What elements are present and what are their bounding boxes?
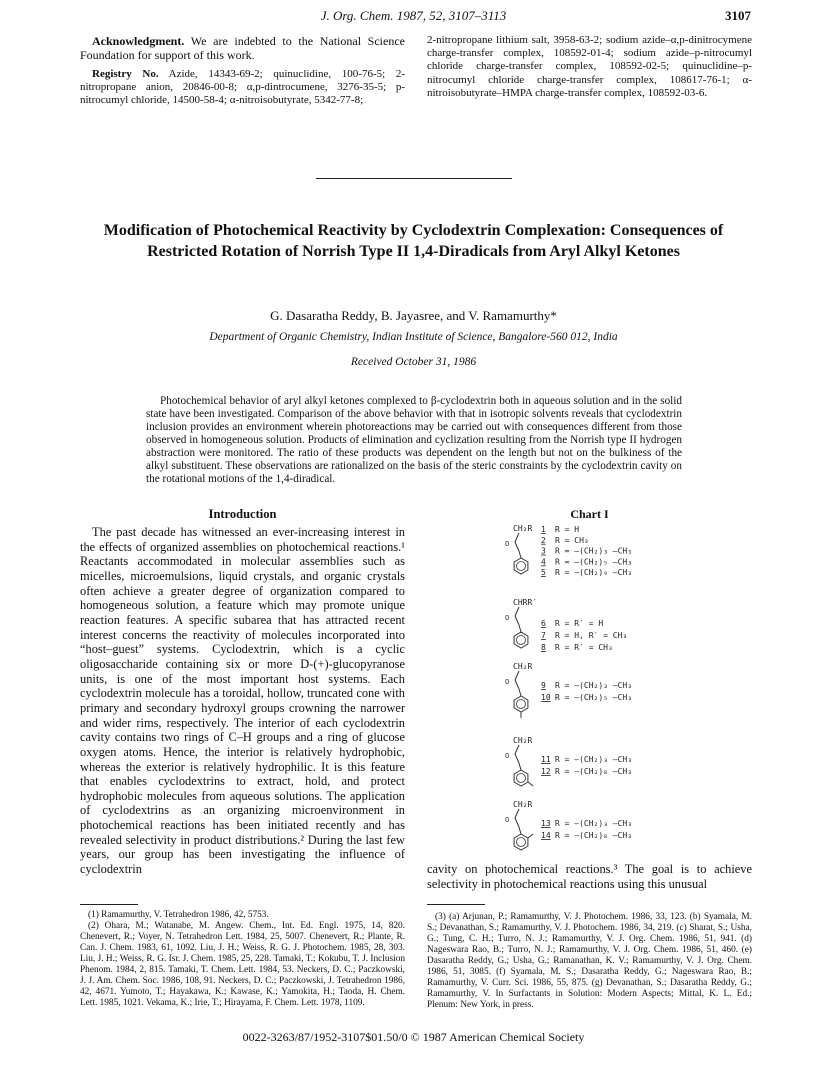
carbonyl-bond (515, 542, 519, 551)
registry-numbers-continued: 2-nitropropane lithium salt, 3958-63-2; sodium azide–α,p-dinitrocymene charge-transfer complex, 108592-01-4; sodium azide–p-nitrocumyl chloride charge-transfer complex, 108592-02-5; quinuclidine–p-nitrocumyl chloride charge-transfer complex, 108617-76-1; α-nitroisobutyrate–HMPA charge-transfer complex, 108592-03-6. (427, 34, 752, 99)
aromatic-circle (517, 562, 526, 571)
previous-article-end (80, 34, 405, 114)
ortho-methyl-bond (528, 834, 533, 838)
carbonyl-bond (515, 818, 519, 827)
page-number: 3107 (725, 8, 751, 23)
compound-substituent: R = –(CH₂)₅ –CH₃ (555, 693, 633, 702)
compound-number: 7 (541, 631, 546, 640)
footnote-2: (2) Ohara, M.; Watanabe, M. Angew. Chem., Int. Ed. Engl. 1975, 14, 820. Chenevert, R.; Voyer, N. Tetrahedron Lett. 1984, 25, 5007. Chenevert, R.; Plante, R. Can. J. Chem. 1983, 61, 1092. Liu, J. H.; Weiss, R. G. J. Photochem. 1985, 28, 303. Liu, J. H.; Weiss, R. G. Isr. J. Chem. 1985, 25, 228. Tamaki, T.; Kokubu, T. J. Inclusion Phenom. 1984, 2, 815. Tamaki, T. Chem. Lett. 1984, 53. Neckers, D. C.; Paczkowski, J. J. Am. Chem. Soc. 1986, 108, 91. Neckers, D. C.; Paczkowski, J. Tetrahedron 1986, 42, 4671. Yumoto, T.; Hayakawa, K.; Kawase, K.; Yamokita, H.; Taoda, H. Chem. Lett. 1985, 1021. Vekama, K.; Irie, T.; Hirayama, F. Chem. Lett. 1978, 1109. (80, 921, 405, 1008)
running-head: J. Org. Chem. 1987, 52, 3107–3113 (320, 8, 507, 23)
compound-substituent: R = –(CH₂)₃ –CH₃ (555, 755, 633, 764)
authors: G. Dasaratha Reddy, B. Jayasree, and V. Ramamurthy* (270, 308, 557, 323)
compound-substituent: R = R′ = CH₃ (555, 643, 613, 652)
copyright-footer: 0022-3263/87/1952-3107$01.50/0 © 1987 American Chemical Society (242, 1030, 585, 1044)
acknowledgment-text: We are indebted to the National Science Foundation for support of this work. (80, 34, 405, 62)
compound-number: 2 (541, 535, 546, 545)
compound-substituent: R = –(CH₂)₃ –CH₃ (555, 546, 633, 556)
structure-label: CH₂R (513, 524, 533, 533)
compound-substituent: R = –(CH₂)₉ –CH₃ (555, 568, 633, 578)
compound-number: 6 (541, 619, 546, 628)
compound-substituent: R = –(CH₂)₈ –CH₃ (555, 831, 633, 840)
compound-number: 10 (541, 693, 551, 702)
compound-substituent: R = –(CH₂)₈ –CH₃ (555, 767, 633, 776)
compound-number: 11 (541, 755, 551, 764)
introduction-continuation: cavity on photochemical reactions.³ The goal is to achieve selectivity in photochemical reactions using this unusual (427, 862, 752, 891)
registry-label: Registry No. (92, 68, 159, 80)
footnote-3: (3) (a) Arjunan, P.; Ramamurthy, V. J. Photochem. 1986, 33, 123. (b) Syamala, M. S.; Devanathan, S.; Ramamurthy, V. J. Photochem. 1986, 34, 219. (c) Sharat, S.; Usha, G.; Tung, C. H.; Turro, N. J.; Ramamurthy, V. J. Org. Chem. 1986, 51, 941. (d) Nageswara Rao, B.; Turro, N. J.; Ramamurthy, V. J. Org. Chem. 1986, 51, 460. (e) Dasaratha Reddy, G.; Usha, G.; Ramanathan, K. V.; Ramamurthy, V. J. Org. Chem. 1986, 51, 3085. (f) Syamala, M. S.; Dasaratha Reddy, G.; Nageswara Rao, B.; Ramamurthy, V. Curr. Sci. 1986, 55, 875. (g) Devanathan, S.; Dasaratha Reddy, G.; Ramamurthy, V. In Surfactants in Solution: Modern Aspects; Mittal, K. L. Ed.; Plenum: New York, in press. (427, 912, 752, 1010)
chain-bond (515, 533, 519, 542)
carbonyl-oxygen-label: O (505, 752, 510, 760)
chain-bond (515, 745, 519, 754)
compound-number: 1 (541, 525, 546, 534)
aryl-bond (519, 689, 521, 696)
carbonyl-oxygen-label: O (505, 678, 510, 686)
footnotes-right (427, 912, 752, 1011)
aryl-bond (519, 551, 521, 558)
carbonyl-oxygen-label: O (505, 540, 510, 548)
compound-substituent: R = H, R′ = CH₃ (555, 631, 628, 640)
chain-bond (515, 607, 519, 616)
compound-number: 4 (541, 557, 546, 567)
carbonyl-oxygen-label: O (505, 816, 510, 824)
carbonyl-oxygen-label: O (505, 614, 510, 622)
chart-structures-svg (507, 522, 737, 852)
aromatic-circle (517, 838, 526, 847)
aromatic-circle (517, 774, 526, 783)
structure-label: CH₂R (513, 736, 533, 745)
introduction-heading: Introduction (208, 507, 277, 521)
acknowledgment (80, 34, 405, 62)
carbonyl-bond (515, 754, 519, 763)
compound-substituent: R = –(CH₂)₃ –CH₃ (555, 819, 633, 828)
compound-number: 5 (541, 568, 546, 578)
registry-text: Azide, 14343-69-2; quinuclidine, 100-76-5; 2-nitropropane anion, 20846-00-8; α,p-dintrocumene, 3276-35-5; p-nitrocumyl chloride, 14500-58-4; α-nitroisobutyrate, 5342-77-8; (80, 68, 405, 107)
structure-label: CHRR′ (513, 598, 538, 607)
footnote-1: (1) Ramamurthy, V. Tetrahedron 1986, 42, 5753. (88, 910, 269, 920)
aryl-bond (519, 763, 521, 770)
compound-substituent: R = R′ = H (555, 619, 604, 628)
footnote-rule-right (427, 904, 485, 905)
chart-heading: Chart I (570, 507, 609, 521)
chart-i-structures (507, 522, 737, 852)
structure-label: CH₂R (513, 662, 533, 671)
carbonyl-bond (515, 680, 519, 689)
registry-numbers (80, 68, 405, 108)
section-divider (316, 178, 512, 179)
compound-substituent: R = CH₃ (555, 535, 589, 545)
compound-substituent: R = H (555, 525, 580, 534)
aryl-bond (519, 827, 521, 834)
affiliation: Department of Organic Chemistry, Indian Institute of Science, Bangalore-560 012, India (209, 331, 618, 343)
compound-number: 8 (541, 643, 546, 652)
aromatic-circle (517, 636, 526, 645)
introduction-body: The past decade has witnessed an ever-increasing interest in the effects of organized assemblies on photochemical reactions.¹ Reactants accommodated in molecular assemblies such as micelles, microemulsions, liquid crystals, and organic crystals often achieve a greater degree of organization compared to homogeneous solution, a feature which may promote unique reaction features. A specific subarea that has attracted recent interest concerns the reactivity of molecules incorporated into “host–guest” systems. Cyclodextrin, which is a cyclic oligosaccharide containing six or more D-(+)-glucopyranose units, is one of the most important host systems. Each cyclodextrin molecule has a toroidal, hollow, truncated cone with primary and secondary hydroxyl groups crowning the narrower and wider rims, respectively. The interior of each cyclodextrin cavity contains two rings of C–H groups and a ring of glucose oxygen atoms. Hence, the interior is relatively hydrophobic, whereas the exterior is relatively hydrophilic. It is this feature that enables cyclodextrins to extract, hold, and protect hydrophobic molecules from aqueous solutions. The application of cyclodextrins as an organizing microenvironment in photochemical reactions has been initiated recently and has revealed selectivity in product distributions.² During the last few years, our group has been investigating the influence of cyclodextrin (80, 525, 405, 877)
compound-number: 12 (541, 767, 551, 776)
compound-number: 9 (541, 681, 546, 690)
compound-number: 14 (541, 831, 551, 840)
chain-bond (515, 809, 519, 818)
aryl-bond (519, 625, 521, 632)
footnotes-left (80, 910, 405, 1009)
compound-substituent: R = –(CH₂)₃ –CH₃ (555, 681, 633, 690)
aromatic-circle (517, 700, 526, 709)
meta-methyl-bond (528, 782, 533, 786)
compound-substituent: R = –(CH₂)₅ –CH₃ (555, 557, 633, 567)
footnote-rule-left (80, 904, 138, 905)
chain-bond (515, 671, 519, 680)
abstract: Photochemical behavior of aryl alkyl ketones complexed to β-cyclodextrin both in aqueous solution and in the solid state have been investigated. Comparison of the above behavior with that in isotropic solvents reveals that cyclodextrin inclusion provides an environment wherein photoreactions may be carried out with consequences different from those observed in homogeneous solution. Products of elimination and cyclization resulting from the Norrish type II hydrogen abstraction were monitored. The ratio of these products was dependent on the length but not on the bulkiness of the alkyl substituent. These observations are rationalized on the basis of the steric constraints by the cyclodextrin cavity on the rotational motions of the 1,4-diradical. (146, 395, 682, 485)
carbonyl-bond (515, 616, 519, 625)
article-title: Modification of Photochemical Reactivity by Cyclodextrin Complexation: Consequences of Restricted Rotation of Norrish Type II 1,4-Diradicals from Aryl Alkyl Ketones (103, 222, 724, 260)
compound-number: 13 (541, 819, 551, 828)
compound-number: 3 (541, 546, 546, 556)
received-date: Received October 31, 1986 (350, 356, 477, 368)
structure-label: CH₂R (513, 800, 533, 809)
acknowledgment-label: Acknowledgment. (92, 34, 185, 48)
